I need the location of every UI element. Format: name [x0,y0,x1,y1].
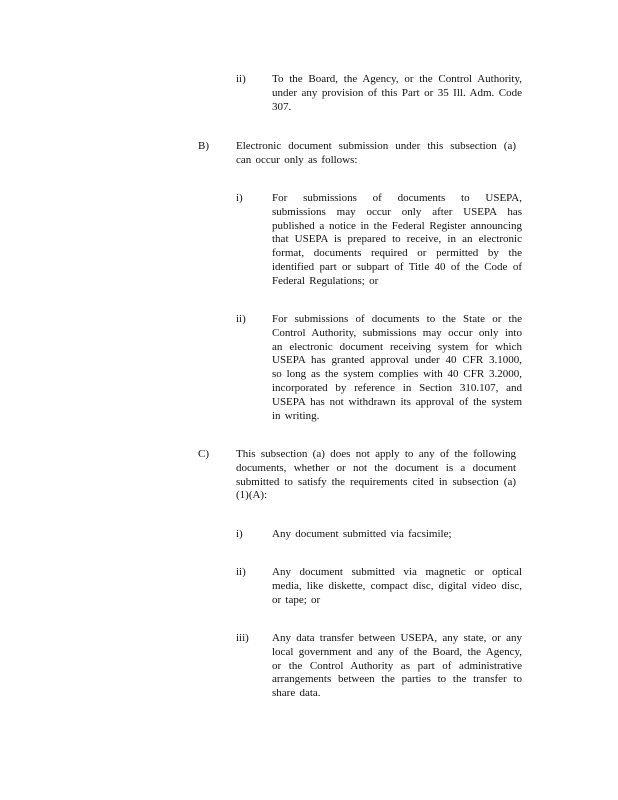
item-marker: B) [198,140,209,152]
item-text: Any document submitted via magnetic or optical media, like diskette, compact disc, digital video disc, or tape; or [272,566,522,606]
item-marker: C) [198,448,209,460]
item-marker: ii) [236,566,246,578]
item-marker: iii) [236,632,249,644]
item-marker: ii) [236,313,246,325]
item-text: For submissions of documents to the State or the Control Authority, submissions may occur only into an electronic document receiving system for which USEPA has granted approval under 40 CFR 3.1000, so long as the system complies with 40 CFR 3.2000, incorporated by reference in Section 310.107, and USEPA has not withdrawn its approval of the system in writing. [272,313,522,422]
item-text: Any document submitted via facsimile; [272,528,452,540]
item-marker: ii) [236,73,246,85]
item-text: To the Board, the Agency, or the Control Authority, under any provision of this Part or 35 Ill. Adm. Code 307. [272,73,522,113]
item-text: Any data transfer between USEPA, any state, or any local government and any of the Board, the Agency, or the Control Authority as part of administrative arrangements between the parties to the transfer to share data. [272,632,522,700]
item-text: Electronic document submission under this subsection (a) can occur only as follows: [236,140,516,166]
item-text: For submissions of documents to USEPA, submissions may occur only after USEPA has published a notice in the Federal Register announcing that USEPA is prepared to receive, in an electronic format, documents required or permitted by the identified part or subpart of Title 40 of the Code of Federal Regulations; or [272,192,522,287]
item-marker: i) [236,528,243,540]
item-marker: i) [236,192,243,204]
item-text: This subsection (a) does not apply to any of the following documents, whether or not the document is a document submitted to satisfy the requirements cited in subsection (a)(1)(A): [236,448,516,502]
